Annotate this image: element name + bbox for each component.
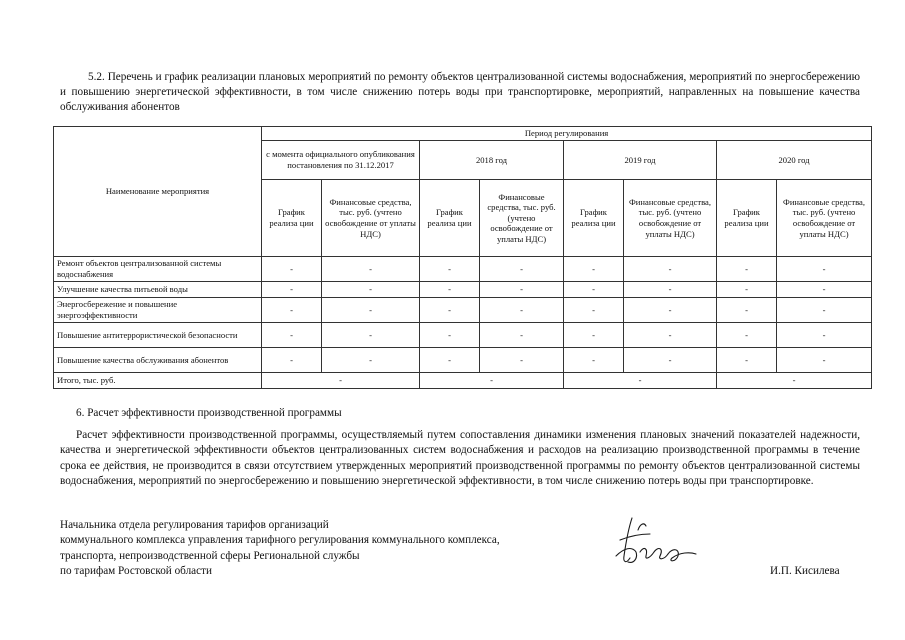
table-row (54, 282, 872, 298)
table-row (54, 298, 872, 323)
finance-header: Финансовые средства, тыс. руб. (учтено освобождение от уплаты НДС) (480, 180, 564, 257)
table-cell: - (624, 298, 717, 323)
table-cell: - (624, 348, 717, 373)
table-cell: - (322, 348, 420, 373)
table-cell: - (564, 323, 624, 348)
table-row (54, 323, 872, 348)
period-header-2017: с момента официального опубликования постановления по 31.12.2017 (262, 141, 420, 180)
finance-header: Финансовые средства, тыс. руб. (учтено освобождение от уплаты НДС) (777, 180, 872, 257)
table-cell: - (777, 298, 872, 323)
table-cell: - (564, 257, 624, 282)
table-cell: - (480, 298, 564, 323)
row-name: Ремонт объектов централизованной системы водоснабжения (54, 257, 262, 282)
table-cell: - (717, 348, 777, 373)
handwritten-signature (610, 512, 700, 578)
table-cell: - (777, 323, 872, 348)
schedule-header: График реализа ции (420, 180, 480, 257)
table-row (54, 348, 872, 373)
table-cell: - (420, 257, 480, 282)
total-row (54, 373, 872, 389)
table-cell: - (624, 282, 717, 298)
table-cell: - (777, 282, 872, 298)
schedule-header: График реализа ции (717, 180, 777, 257)
total-cell: - (564, 373, 717, 389)
table-cell: - (420, 298, 480, 323)
signatory-name: И.П. Кисилева (770, 565, 840, 577)
finance-header: Финансовые средства, тыс. руб. (учтено освобождение от уплаты НДС) (624, 180, 717, 257)
table-cell: - (777, 348, 872, 373)
table-cell: - (262, 348, 322, 373)
section-52-heading: 5.2. Перечень и график реализации плановых мероприятий по ремонту объектов централизованной системы водоснабжения, мероприятий по энергосбережению и повышению энергетической эффективности, в том числе снижению потерь воды при транспортировке, мероприятий, направленных на повышение качества обслуживания абонентов (60, 71, 860, 113)
section-6-paragraph: Расчет эффективности производственной программы, осуществляемый путем сопоставления динамики изменения плановых значений показателей надежности, качества и энергетической эффективности объектов централизованных систем водоснабжения и расходов на реализацию производственной программы в течение срока ее действия, не производится в связи отсутствием утвержденных мероприятий производственной программы по ремонту объектов централизованной системы водоснабжения, мероприятий по энергосбережению и повышению энергетической эффективности, в том числе снижению потерь воды при транспортировке. (60, 429, 860, 487)
table-cell: - (322, 257, 420, 282)
table-cell: - (480, 323, 564, 348)
finance-header: Финансовые средства, тыс. руб. (учтено освобождение от уплаты НДС) (322, 180, 420, 257)
table-cell: - (564, 298, 624, 323)
schedule-header: График реализа ции (564, 180, 624, 257)
total-cell: - (717, 373, 872, 389)
position-line: по тарифам Ростовской области (60, 564, 212, 577)
table-cell: - (717, 298, 777, 323)
total-cell: - (420, 373, 564, 389)
period-header-2019: 2019 год (564, 141, 717, 180)
table-cell: - (322, 282, 420, 298)
period-header-2020: 2020 год (717, 141, 872, 180)
period-header: Период регулирования (262, 127, 872, 141)
table-cell: - (624, 257, 717, 282)
col-header-name: Наименование мероприятия (54, 127, 262, 257)
table-cell: - (480, 257, 564, 282)
table-cell: - (420, 282, 480, 298)
table-cell: - (480, 348, 564, 373)
table-cell: - (322, 323, 420, 348)
table-cell: - (564, 348, 624, 373)
table-cell: - (322, 298, 420, 323)
total-label: Итого, тыс. руб. (54, 373, 262, 389)
table-cell: - (777, 257, 872, 282)
row-name: Энергосбережение и повышение энергоэффективности (54, 298, 262, 323)
table-row (54, 257, 872, 282)
section-6-heading: 6. Расчет эффективности производственной программы (76, 407, 342, 419)
table-cell: - (624, 323, 717, 348)
row-name: Улучшение качества питьевой воды (54, 282, 262, 298)
total-cell: - (262, 373, 420, 389)
table-cell: - (717, 257, 777, 282)
table-cell: - (564, 282, 624, 298)
table-cell: - (262, 257, 322, 282)
table-cell: - (262, 282, 322, 298)
schedule-header: График реализа ции (262, 180, 322, 257)
table-cell: - (717, 282, 777, 298)
table-cell: - (480, 282, 564, 298)
signatory-position (60, 518, 600, 579)
table-cell: - (262, 323, 322, 348)
position-line: транспорта, непроизводственной сферы Региональной службы (60, 549, 360, 562)
row-name: Повышение антитеррористической безопасности (54, 323, 262, 348)
position-line: Начальника отдела регулирования тарифов организаций (60, 519, 329, 531)
table-cell: - (420, 323, 480, 348)
table-cell: - (717, 323, 777, 348)
position-line: коммунального комплекса управления тарифного регулирования коммунального комплекса, (60, 534, 500, 547)
row-name: Повышение качества обслуживания абонентов (54, 348, 262, 373)
table-cell: - (420, 348, 480, 373)
table-cell: - (262, 298, 322, 323)
plan-table (53, 126, 872, 389)
period-header-2018: 2018 год (420, 141, 564, 180)
